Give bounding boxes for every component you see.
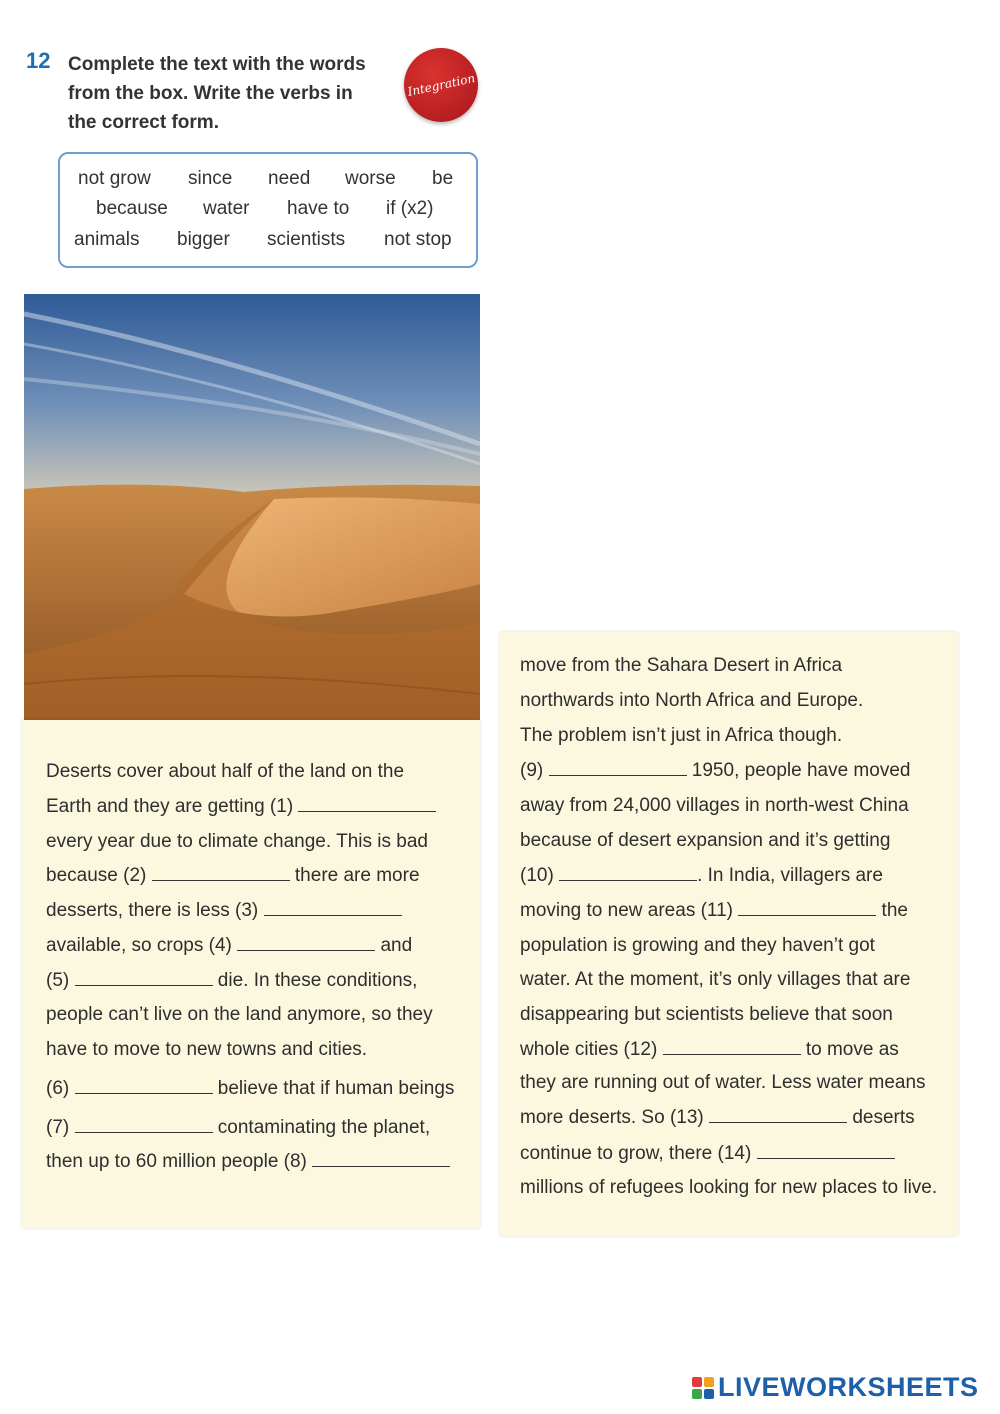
text-line — [520, 725, 842, 747]
word-chip: be — [432, 168, 454, 189]
answer-blank-4[interactable] — [237, 936, 375, 951]
exercise-instruction — [68, 50, 388, 137]
text-segment: away from 24,000 villages in north-west China — [520, 795, 909, 816]
text-line — [520, 1143, 895, 1165]
text-line — [46, 1004, 433, 1026]
desert-photo — [24, 294, 480, 720]
word-chip: need — [268, 168, 311, 189]
text-segment: Earth and they are getting (1) — [46, 796, 294, 817]
word-chip: scientists — [267, 229, 346, 250]
text-line — [46, 900, 402, 922]
text-segment: they are running out of water. Less water means — [520, 1072, 926, 1093]
text-segment: continue to grow, there (14) — [520, 1143, 752, 1164]
text-segment: 1950, people have moved — [691, 760, 911, 781]
answer-blank-2[interactable] — [152, 866, 290, 881]
text-segment: population is growing and they haven’t got — [520, 935, 875, 956]
text-line — [46, 831, 428, 853]
answer-blank-3[interactable] — [264, 901, 402, 916]
answer-blank-11[interactable] — [738, 901, 876, 916]
text-segment: and — [380, 935, 413, 956]
text-segment: deserts — [852, 1107, 915, 1128]
text-segment: water. At the moment, it’s only villages that are — [520, 969, 911, 990]
text-line — [520, 900, 908, 922]
text-segment: . In India, villagers are — [697, 865, 883, 886]
text-line — [520, 760, 910, 782]
text-line — [520, 690, 863, 712]
text-segment: move from the Sahara Desert in Africa — [520, 655, 843, 676]
text-line — [46, 761, 404, 783]
text-segment: available, so crops (4) — [46, 935, 232, 956]
watermark-text: LIVEWORKSHEETS — [718, 1372, 979, 1402]
answer-blank-10[interactable] — [559, 866, 697, 881]
word-chip: have to — [287, 198, 350, 219]
answer-blank-1[interactable] — [298, 797, 436, 812]
text-segment: The problem isn’t just in Africa though. — [520, 725, 843, 746]
word-chip: worse — [345, 168, 396, 189]
text-segment: have to move to new towns and cities. — [46, 1039, 368, 1060]
word-chip: water — [203, 198, 250, 219]
text-segment: because (2) — [46, 865, 147, 886]
desert-dunes-icon — [24, 294, 480, 720]
text-segment: whole cities (12) — [520, 1039, 658, 1060]
text-line — [46, 796, 436, 818]
answer-blank-8[interactable] — [312, 1152, 450, 1167]
text-segment: (7) — [46, 1117, 70, 1138]
instruction-line: the correct form. — [68, 112, 219, 133]
instruction-line: from the box. Write the verbs in — [68, 83, 353, 104]
text-line — [520, 1004, 893, 1026]
integration-badge-label: Integration — [405, 71, 476, 99]
text-line — [46, 1117, 430, 1139]
text-line — [520, 1177, 937, 1199]
word-chip: animals — [74, 229, 140, 250]
text-line — [46, 1039, 367, 1061]
answer-blank-14[interactable] — [757, 1144, 895, 1159]
word-box-row — [78, 168, 453, 190]
liveworksheets-watermark — [692, 1372, 979, 1403]
word-chip: not grow — [78, 168, 151, 189]
word-chip: since — [188, 168, 233, 189]
text-segment: there are more — [294, 865, 420, 886]
text-line — [520, 1072, 926, 1094]
text-segment: (5) — [46, 970, 70, 991]
text-line — [520, 795, 909, 817]
text-line — [46, 1151, 450, 1173]
word-chip: not stop — [384, 229, 452, 250]
text-segment: to move as — [805, 1039, 899, 1060]
text-line — [520, 935, 875, 957]
text-segment: (10) — [520, 865, 554, 886]
word-chip: if (x2) — [386, 198, 434, 219]
text-line — [520, 1039, 899, 1061]
word-chip: bigger — [177, 229, 230, 250]
text-line — [520, 830, 890, 852]
text-segment: millions of refugees looking for new places to live. — [520, 1177, 938, 1198]
liveworksheets-logo-icon — [692, 1377, 714, 1399]
text-line — [520, 969, 910, 991]
text-segment: (6) — [46, 1078, 70, 1099]
answer-blank-7[interactable] — [75, 1118, 213, 1133]
answer-blank-12[interactable] — [663, 1040, 801, 1055]
text-line — [46, 865, 420, 887]
text-line — [520, 655, 842, 677]
text-segment: northwards into North Africa and Europe. — [520, 690, 864, 711]
text-segment: contaminating the planet, — [217, 1117, 431, 1138]
instruction-line: Complete the text with the words — [68, 54, 366, 75]
word-box-row — [96, 198, 434, 220]
text-line — [520, 1107, 915, 1129]
text-segment: disappearing but scientists believe that soon — [520, 1004, 893, 1025]
text-line — [46, 1078, 454, 1100]
text-segment: Deserts cover about half of the land on the — [46, 761, 405, 782]
answer-blank-5[interactable] — [75, 971, 213, 986]
text-segment: people can’t live on the land anymore, so they — [46, 1004, 433, 1025]
word-box — [58, 152, 478, 268]
exercise-number: 12 — [26, 48, 51, 73]
answer-blank-13[interactable] — [709, 1108, 847, 1123]
answer-blank-6[interactable] — [75, 1079, 213, 1094]
text-line — [46, 970, 417, 992]
text-segment: then up to 60 million people (8) — [46, 1151, 307, 1172]
text-segment: the — [881, 900, 908, 921]
answer-blank-9[interactable] — [549, 761, 687, 776]
text-line — [520, 865, 883, 887]
integration-badge — [404, 48, 478, 122]
text-segment: moving to new areas (11) — [520, 900, 733, 921]
text-segment: die. In these conditions, — [217, 970, 418, 991]
word-box-row — [74, 229, 452, 251]
word-chip: because — [96, 198, 168, 219]
text-segment: believe that if human beings — [217, 1078, 455, 1099]
text-segment: desserts, there is less (3) — [46, 900, 259, 921]
text-segment: (9) — [520, 760, 544, 781]
text-segment: every year due to climate change. This is bad — [46, 831, 428, 852]
text-segment: more deserts. So (13) — [520, 1107, 704, 1128]
text-segment: because of desert expansion and it’s getting — [520, 830, 891, 851]
text-line — [46, 935, 412, 957]
